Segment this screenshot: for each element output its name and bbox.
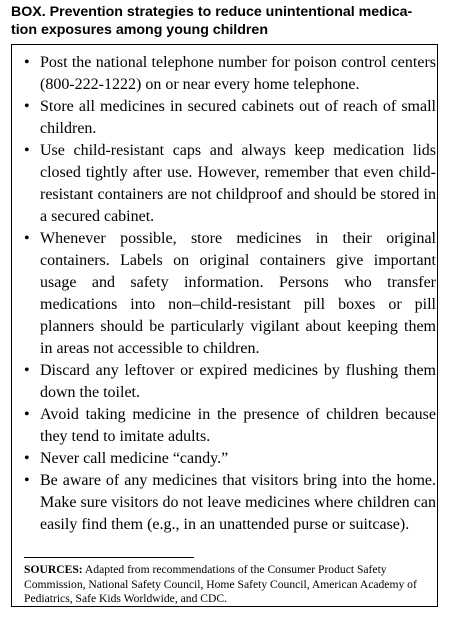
bullet-icon: • [24,472,30,489]
sources-label: SOURCES: [24,563,83,576]
strategies-list [24,52,436,536]
sources-note [24,563,426,607]
bullet-icon: • [24,142,30,159]
list-item [24,470,436,536]
list-item [24,404,436,448]
list-item-text: Post the national telephone number for poison control centers (800-222-1222) on or near every home telephone. [40,54,436,93]
list-item-text: Be aware of any medicines that visitors bring into the home. Make sure visitors do not leave medicines where children can easily find them (e.g., in an unattended purse or suitcase). [40,472,436,533]
list-item-text: Whenever possible, store medicines in their original containers. Labels on original containers give important usage and safety information. Persons who transfer medications into non–child-resistant pill boxes or pill planners should be particularly vigilant about keeping them in areas not accessible to children. [40,230,436,357]
bullet-icon: • [24,54,30,71]
box-title: BOX. Prevention strategies to reduce unintentional medica- tion exposures among young children [11,4,413,38]
bullet-icon: • [24,230,30,247]
list-item [24,360,436,404]
list-item [24,52,436,96]
bullet-icon: • [24,362,30,379]
bullet-icon: • [24,406,30,423]
list-item-text: Discard any leftover or expired medicines by flushing them down the toilet. [40,362,436,401]
list-item [24,140,436,228]
list-item-text: Avoid taking medicine in the presence of children because they tend to imitate adults. [40,406,436,445]
bullet-icon: • [24,450,30,467]
list-item [24,96,436,140]
sources-text: Adapted from recommendations of the Consumer Product Safety Commission, National Safety Council, Home Safety Council, American Academy of Pediatrics, Safe Kids Worldwide, and CDC. [24,563,417,605]
bullet-icon: • [24,98,30,115]
list-item-text: Use child-resistant caps and always keep medication lids closed tightly after use. However, remember that even child-resistant containers are not childproof and should be stored in a secured cabinet. [40,142,436,225]
list-item [24,228,436,360]
sources-divider [24,557,194,558]
strategies-box [11,44,438,607]
list-item-text: Never call medicine “candy.” [40,450,229,467]
list-item-text: Store all medicines in secured cabinets out of reach of small children. [40,98,436,137]
list-item [24,448,436,470]
